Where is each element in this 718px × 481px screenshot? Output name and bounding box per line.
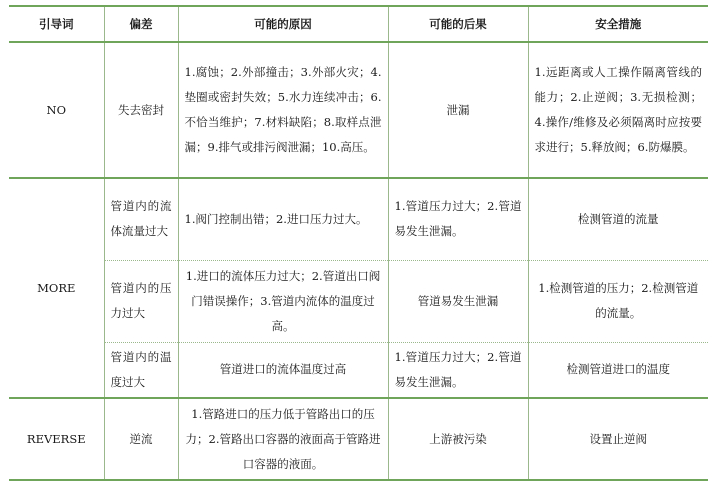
consequence-cell: 上游被污染 [388, 398, 528, 480]
cause-cell: 1.进口的流体压力过大；2.管道出口阀门错误操作；3.管道内流体的温度过高。 [178, 260, 388, 342]
consequence-cell: 管道易发生泄漏 [388, 260, 528, 342]
header-row [9, 6, 708, 42]
cause-cell: 1.腐蚀；2.外部撞击；3.外部火灾；4.垫圈或密封失效；5.水力连续冲击；6.不恰当维护；7.材料缺陷；8.取样点泄漏；9.排气或排污阀泄漏；10.高压。 [178, 42, 388, 178]
guide-word-cell: NO [9, 42, 104, 178]
measure-cell: 检测管道的流量 [528, 178, 708, 260]
table-row [9, 398, 708, 480]
header-possible-consequence: 可能的后果 [388, 6, 528, 42]
table-row [9, 42, 708, 178]
cause-cell: 管道进口的流体温度过高 [178, 342, 388, 398]
header-safety-measure: 安全措施 [528, 6, 708, 42]
consequence-cell: 1.管道压力过大；2.管道易发生泄漏。 [388, 342, 528, 398]
consequence-cell: 泄漏 [388, 42, 528, 178]
measure-cell: 检测管道进口的温度 [528, 342, 708, 398]
table-row [9, 342, 708, 398]
measure-cell: 设置止逆阀 [528, 398, 708, 480]
deviation-cell: 逆流 [104, 398, 178, 480]
measure-cell: 1.远距离或人工操作隔离管线的能力；2.止逆阀；3.无损检测；4.操作/维修及必须隔离时应按要求进行；5.释放阀；6.防爆膜。 [528, 42, 708, 178]
header-possible-cause: 可能的原因 [178, 6, 388, 42]
deviation-cell: 失去密封 [104, 42, 178, 178]
header-deviation: 偏差 [104, 6, 178, 42]
cause-cell: 1.阀门控制出错；2.进口压力过大。 [178, 178, 388, 260]
deviation-cell: 管道内的压力过大 [104, 260, 178, 342]
table-row [9, 178, 708, 260]
hazop-table [9, 5, 708, 481]
header-guide-word: 引导词 [9, 6, 104, 42]
table-row [9, 260, 708, 342]
cause-cell: 1.管路进口的压力低于管路出口的压力；2.管路出口容器的液面高于管路进口容器的液面。 [178, 398, 388, 480]
deviation-cell: 管道内的温度过大 [104, 342, 178, 398]
consequence-cell: 1.管道压力过大；2.管道易发生泄漏。 [388, 178, 528, 260]
measure-cell: 1.检测管道的压力；2.检测管道的流量。 [528, 260, 708, 342]
deviation-cell: 管道内的流体流量过大 [104, 178, 178, 260]
guide-word-cell: REVERSE [9, 398, 104, 480]
guide-word-cell: MORE [9, 178, 104, 398]
